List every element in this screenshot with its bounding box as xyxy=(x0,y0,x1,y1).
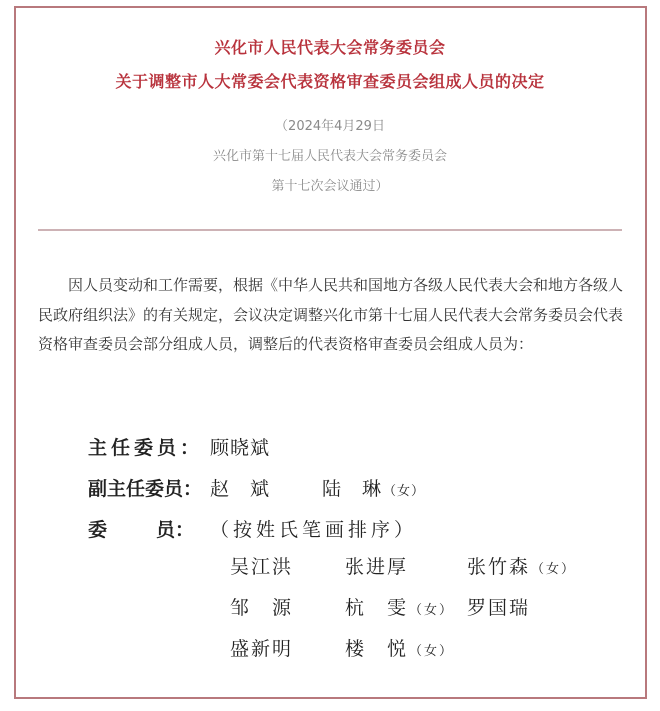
name-text: 陆 琳 xyxy=(322,478,383,500)
member-name xyxy=(345,552,408,579)
members-label-left: 委 xyxy=(88,519,108,541)
member-name xyxy=(230,552,293,579)
members-order-note: （按姓氏笔画排序） xyxy=(210,519,418,541)
deputy-director-name xyxy=(322,474,425,501)
adopting-body: 兴化市第十七届人民代表大会常务委员会 xyxy=(212,149,447,164)
name-text: 楼 悦 xyxy=(345,638,409,660)
gender-note: （女） xyxy=(409,644,455,659)
member-name xyxy=(345,634,454,661)
name-text: 邹 源 xyxy=(230,597,294,619)
member-name xyxy=(230,593,293,620)
director-name: 顾晓斌 xyxy=(210,437,271,459)
name-text: 吴江洪 xyxy=(230,556,294,578)
adoption-date: （2024年4月29日 xyxy=(275,119,385,134)
director-row xyxy=(88,433,270,460)
gender-note: （女） xyxy=(383,484,426,499)
name-text: 张竹森 xyxy=(467,556,531,578)
deputy-director-label: 副主任委员： xyxy=(88,478,203,500)
header-divider xyxy=(38,229,622,231)
member-name xyxy=(230,634,293,661)
members-row xyxy=(88,515,417,542)
members-label-right: 员： xyxy=(155,519,194,541)
deputy-director-name: 赵 斌 xyxy=(210,478,271,500)
name-text: 罗国瑞 xyxy=(467,597,531,619)
decision-paragraph: 因人员变动和工作需要，根据《中华人民共和国地方各级人民代表大会和地方各级人民政府组织法》的有关规定，会议决定调整兴化市第十七届人民代表大会常务委员会代表资格审查委员会部分组成人员，调整后的代表资格审查委员会组成人员为： xyxy=(38,276,624,353)
member-name xyxy=(467,552,576,579)
members-label xyxy=(88,515,210,542)
gender-note: （女） xyxy=(409,603,455,618)
name-text: 张进厚 xyxy=(345,556,409,578)
document-title-subject: 关于调整市人大常委会代表资格审查委员会组成人员的决定 xyxy=(115,72,545,91)
member-name xyxy=(467,593,530,620)
director-label: 主任委员： xyxy=(88,437,204,459)
deputy-director-row xyxy=(88,474,425,501)
member-name xyxy=(345,593,454,620)
name-text: 盛新明 xyxy=(230,638,294,660)
gender-note: （女） xyxy=(531,562,577,577)
decision-body xyxy=(38,271,628,360)
document-title-issuer: 兴化市人民代表大会常务委员会 xyxy=(214,38,446,57)
name-text: 杭 雯 xyxy=(345,597,409,619)
adopting-session: 第十七次会议通过） xyxy=(271,179,389,194)
